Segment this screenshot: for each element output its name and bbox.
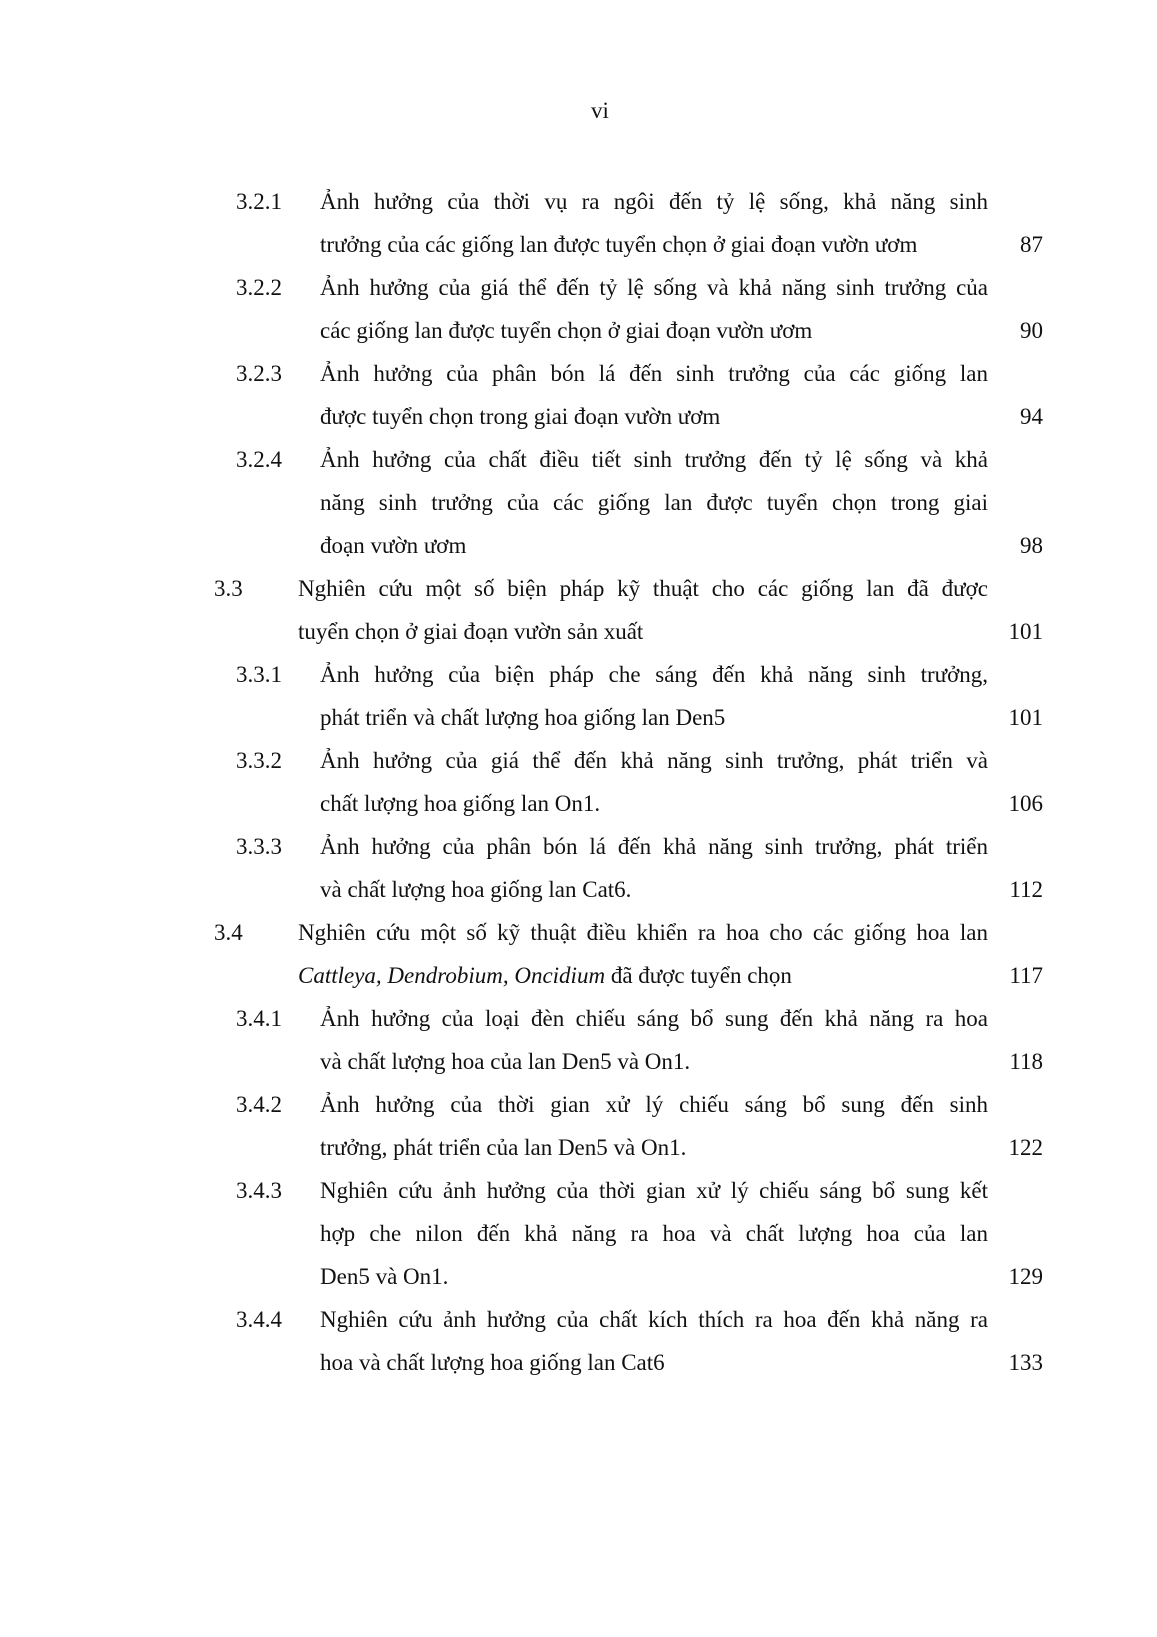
toc-entry-number: 3.3: [214, 576, 243, 601]
toc-entry-title: [320, 1298, 988, 1384]
toc-entry-title: [320, 352, 988, 438]
toc-entry-title: [320, 266, 988, 352]
toc-entry[interactable]: [0, 1083, 1157, 1169]
toc-entry-number: 3.2.1: [236, 189, 282, 214]
toc-entry-line: trưởng, phát triển của lan Den5 và On1.: [320, 1135, 687, 1160]
toc-entry-page: 101: [1008, 619, 1043, 644]
toc-entry-number: 3.3.2: [236, 748, 282, 773]
toc-entry-line: hoa và chất lượng hoa giống lan Cat6: [320, 1350, 665, 1375]
toc-entry-line: trưởng của các giống lan được tuyển chọn ở giai đoạn vườn ươm: [320, 232, 918, 257]
toc-entry-title: [320, 180, 988, 266]
toc-entry-line: Ảnh hưởng của phân bón lá đến khả năng sinh trưởng, phát triển: [320, 834, 988, 859]
table-of-contents: [0, 180, 1157, 1384]
toc-entry-title: [320, 1169, 988, 1298]
toc-entry-page: 118: [1009, 1049, 1043, 1074]
toc-entry-line-rest: đã được tuyển chọn: [605, 963, 792, 988]
toc-entry-line: Ảnh hưởng của loại đèn chiếu sáng bổ sung đến khả năng ra hoa: [320, 1006, 988, 1031]
toc-entry-line: được tuyển chọn trong giai đoạn vườn ươm: [320, 404, 721, 429]
toc-entry-line: hợp che nilon đến khả năng ra hoa và chất lượng hoa của lan: [320, 1221, 988, 1246]
toc-entry-line: Ảnh hưởng của biện pháp che sáng đến khả năng sinh trưởng,: [320, 662, 988, 687]
toc-entry-page: 98: [1020, 533, 1043, 558]
toc-entry-line: Ảnh hưởng của thời gian xử lý chiếu sáng bổ sung đến sinh: [320, 1092, 988, 1117]
toc-entry-line: phát triển và chất lượng hoa giống lan Den5: [320, 705, 726, 730]
toc-entry-line: [298, 954, 988, 997]
toc-entry-title: [320, 739, 988, 825]
toc-entry-line: Ảnh hưởng của chất điều tiết sinh trưởng đến tỷ lệ sống và khả: [320, 447, 988, 472]
toc-entry-page: 106: [1008, 791, 1043, 816]
toc-entry-title: [320, 438, 988, 567]
toc-entry-line: Nghiên cứu ảnh hưởng của thời gian xử lý chiếu sáng bổ sung kết: [320, 1178, 988, 1203]
toc-entry[interactable]: [0, 1298, 1157, 1384]
toc-entry-line: Den5 và On1.: [320, 1264, 449, 1289]
toc-entry-line: Nghiên cứu ảnh hưởng của chất kích thích ra hoa đến khả năng ra: [320, 1307, 988, 1332]
toc-entry-page: 133: [1008, 1350, 1043, 1375]
toc-entry-number: 3.4.2: [236, 1092, 282, 1117]
toc-entry-line: năng sinh trưởng của các giống lan được tuyển chọn trong giai: [320, 490, 988, 515]
toc-entry-number: 3.4.3: [236, 1178, 282, 1203]
toc-entry-number: 3.2.2: [236, 275, 282, 300]
toc-entry-line: Ảnh hưởng của thời vụ ra ngôi đến tỷ lệ sống, khả năng sinh: [320, 189, 988, 214]
toc-entry-page: 101: [1008, 705, 1043, 730]
toc-entry-line: tuyển chọn ở giai đoạn vườn sản xuất: [298, 619, 644, 644]
toc-entry-page: 112: [1009, 877, 1043, 902]
toc-entry-number: 3.4.4: [236, 1307, 282, 1332]
toc-entry[interactable]: [0, 653, 1157, 739]
toc-entry-line: Ảnh hưởng của phân bón lá đến sinh trưởng của các giống lan: [320, 361, 988, 386]
toc-entry[interactable]: [0, 180, 1157, 266]
toc-entry-page: 122: [1008, 1135, 1043, 1160]
toc-entry-number: 3.2.4: [236, 447, 282, 472]
toc-entry[interactable]: [0, 1169, 1157, 1298]
toc-entry-line: Nghiên cứu một số biện pháp kỹ thuật cho các giống lan đã được: [298, 576, 988, 601]
page-number: vi: [591, 98, 609, 123]
toc-entry[interactable]: [0, 266, 1157, 352]
toc-entry-line: Nghiên cứu một số kỹ thuật điều khiển ra hoa cho các giống hoa lan: [298, 920, 988, 945]
toc-entry-line: các giống lan được tuyển chọn ở giai đoạn vườn ươm: [320, 318, 813, 343]
toc-entry[interactable]: [0, 352, 1157, 438]
toc-entry[interactable]: [0, 825, 1157, 911]
toc-entry-page: 87: [1020, 232, 1043, 257]
toc-entry-number: 3.2.3: [236, 361, 282, 386]
toc-entry-number: 3.3.3: [236, 834, 282, 859]
toc-entry-line: và chất lượng hoa của lan Den5 và On1.: [320, 1049, 691, 1074]
toc-entry-page: 117: [1009, 963, 1043, 988]
toc-entry-number: 3.4.1: [236, 1006, 282, 1031]
toc-entry-title: [320, 825, 988, 911]
toc-entry-title: [298, 911, 988, 997]
toc-entry[interactable]: [0, 438, 1157, 567]
toc-entry-line: chất lượng hoa giống lan On1.: [320, 791, 601, 816]
toc-entry[interactable]: [0, 567, 1157, 653]
toc-entry-title: [298, 567, 988, 653]
toc-entry-line: và chất lượng hoa giống lan Cat6.: [320, 877, 632, 902]
toc-entry-line: Ảnh hưởng của giá thể đến tỷ lệ sống và khả năng sinh trưởng của: [320, 275, 988, 300]
genus-names: Cattleya, Dendrobium, Oncidium: [298, 963, 606, 988]
toc-entry-page: 129: [1008, 1264, 1043, 1289]
toc-entry[interactable]: [0, 739, 1157, 825]
toc-entry-number: 3.3.1: [236, 662, 282, 687]
toc-entry-number: 3.4: [214, 920, 243, 945]
toc-entry[interactable]: [0, 911, 1157, 997]
toc-entry[interactable]: [0, 997, 1157, 1083]
toc-entry-page: 94: [1020, 404, 1043, 429]
toc-entry-title: [320, 1083, 988, 1169]
toc-entry-page: 90: [1020, 318, 1043, 343]
toc-entry-title: [320, 997, 988, 1083]
toc-entry-line: đoạn vườn ươm: [320, 533, 467, 558]
toc-entry-line: Ảnh hưởng của giá thể đến khả năng sinh trưởng, phát triển và: [320, 748, 988, 773]
toc-entry-title: [320, 653, 988, 739]
